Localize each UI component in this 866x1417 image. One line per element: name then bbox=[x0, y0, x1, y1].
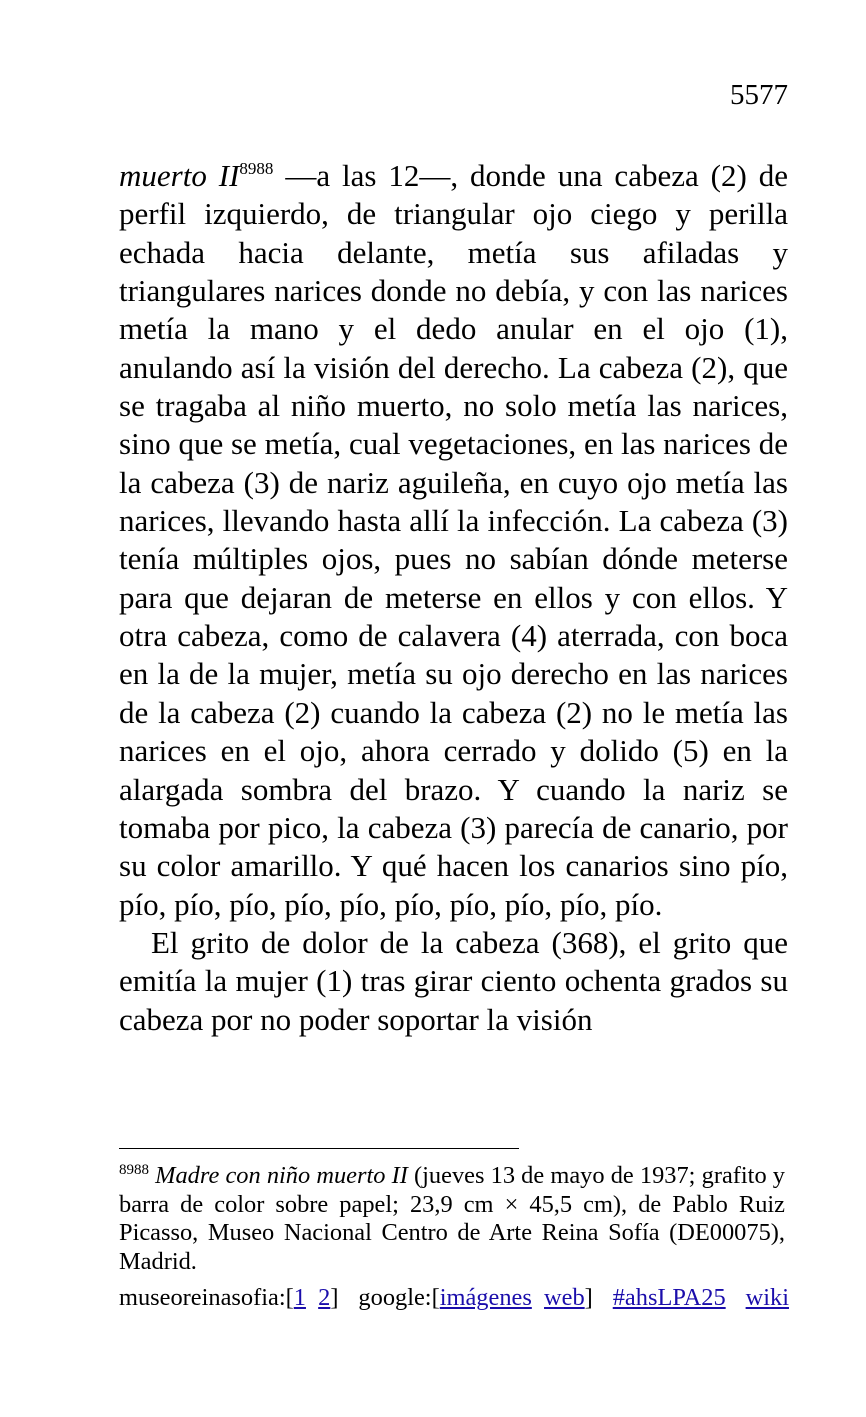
hashtag-link[interactable]: #ahsLPA25 bbox=[612, 1284, 726, 1311]
footnote-links bbox=[119, 1284, 789, 1312]
museo-link-2[interactable]: 2 bbox=[318, 1284, 331, 1311]
google-links-group: google:[imágenes web] bbox=[358, 1284, 593, 1311]
museo-links-group: museoreinasofia:[1 2] bbox=[119, 1284, 339, 1311]
google-images-link[interactable]: imágenes bbox=[439, 1284, 532, 1311]
paragraph-1 bbox=[119, 157, 788, 924]
wiki-link[interactable]: wiki bbox=[745, 1284, 789, 1311]
footnote bbox=[119, 1162, 785, 1277]
google-web-link[interactable]: web bbox=[544, 1284, 585, 1311]
footnote-text: (jueves 13 de mayo de 1937; grafito y barra de color sobre papel; 23,9 cm × 45,5 cm), de Pablo Ruiz Picasso, Museo Nacional Centro de Arte Reina Sofía (DE00075), Madrid. bbox=[119, 1162, 785, 1276]
museo-link-1[interactable]: 1 bbox=[293, 1284, 306, 1311]
paragraph-1-text: —a las 12—, donde una cabeza (2) de perfil izquierdo, de triangular ojo ciego y perilla echada hacia delante, metía sus afiladas y triangulares narices donde no debía, y con las narices metía la mano y el dedo anular en el ojo (1), anulando así la visión del derecho. La cabeza (2), que se tragaba al niño muerto, no solo metía las narices, sino que se metía, cual vegetaciones, en las narices de la cabeza (3) de nariz aguileña, en cuyo ojo metía las narices, llevando hasta allí la infección. La cabeza (3) tenía múltiples ojos, pues no sabían dónde meterse para que dejaran de meterse en ellos y con ellos. Y otra cabeza, como de calavera (4) aterrada, con boca en la de la mujer, metía su ojo derecho en las narices de la cabeza (2) cuando la cabeza (2) no le metía las narices en el ojo, ahora cerrado y dolido (5) en la alargada sombra del brazo. Y cuando la nariz se tomaba por pico, la cabeza (3) parecía de canario, por su color amarillo. Y qué hacen los canarios sino pío, pío, pío, pío, pío, pío, pío, pío, pío, pío, pío. bbox=[119, 158, 788, 922]
paragraph-2: El grito de dolor de la cabeza (368), el grito que emitía la mujer (1) tras girar ciento ochenta grados su cabeza por no poder soportar la visión bbox=[119, 924, 788, 1037]
footnote-artwork-title: Madre con niño muerto II bbox=[155, 1162, 408, 1189]
body-text bbox=[119, 157, 788, 1039]
page-number: 5577 bbox=[730, 79, 788, 111]
footnote-divider bbox=[119, 1148, 519, 1149]
footnote-reference[interactable]: 8988 bbox=[239, 159, 274, 178]
footnote-number: 8988 bbox=[119, 1162, 149, 1178]
artwork-title-fragment: muerto II bbox=[119, 158, 240, 193]
